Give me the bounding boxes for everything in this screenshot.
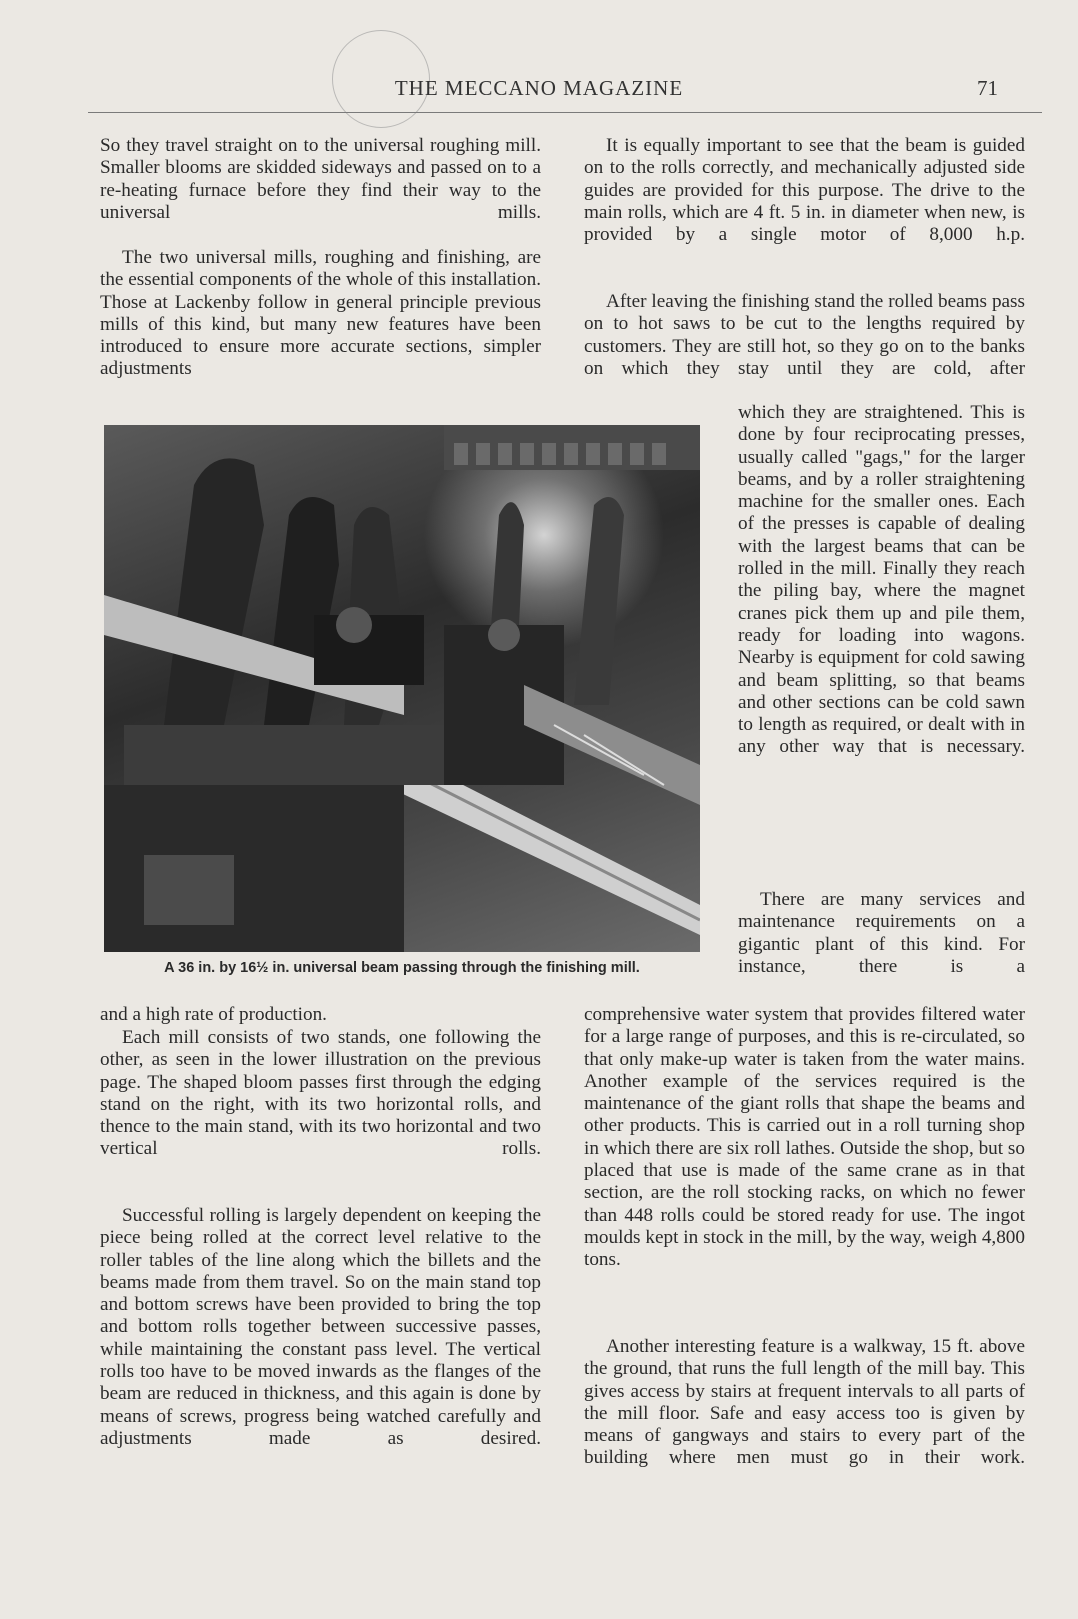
mill-photo-illustration	[104, 425, 700, 952]
figure-caption: A 36 in. by 16½ in. universal beam passing through the finishing mill.	[164, 960, 640, 976]
right-paragraph-5: comprehensive water system that provides filtered water for a large range of purposes, and this is re-circulated, so that only make-up water is taken from the water mains. Another example of the services required is the maintenance of the giant rolls that shape the beams and other products. This is carried out in a roll turning shop in which there are six roll lathes. Outside the shop, but so placed that use is made of the same crane as in that section, are the roll stocking racks, on which no fewer than 448 rolls could be stored ready for use. The ingot moulds kept in stock in the mill, by the way, weigh 4,800 tons.	[584, 1004, 1025, 1271]
left-paragraph-1: So they travel straight on to the universal roughing mill. Smaller blooms are skidded sideways and passed on to a re-heating furnace before they find their way to the universal mills.	[100, 135, 541, 223]
finishing-mill-photograph	[104, 425, 700, 952]
right-paragraph-2: After leaving the finishing stand the rolled beams pass on to hot saws to be cut to the lengths required by customers. They are still hot, so they go on to the banks on which they stay until they are cold, after	[584, 291, 1025, 379]
magazine-title: THE MECCANO MAGAZINE	[394, 76, 684, 100]
right-paragraph-4: There are many services and maintenance requirements on a gigantic plant of this kind. For instance, there is a	[738, 889, 1025, 977]
left-paragraph-4: Each mill consists of two stands, one following the other, as seen in the lower illustration on the previous page. The shaped bloom passes first through the edging stand on the right, with its two horizontal rolls, and thence to the main stand, with its two horizontal and two vertical rolls.	[100, 1027, 541, 1160]
left-paragraph-5: Successful rolling is largely dependent on keeping the piece being rolled at the correct level relative to the roller tables of the line along which the billets and the beams made from them travel. So on the main stand top and bottom screws have been provided to bring the top and bottom rolls together between successive passes, while maintaining the constant pass level. The vertical rolls too have to be moved inwards as the flanges of the beam are reduced in thickness, and this again is done by means of screws, progress being watched carefully and adjustments made as desired.	[100, 1205, 541, 1449]
right-paragraph-6: Another interesting feature is a walkway, 15 ft. above the ground, that runs the full length of the mill bay. This gives access by stairs at frequent intervals to all parts of the mill floor. Safe and easy access too is given by means of gangways and stairs to every part of the building where men must go in their work.	[584, 1336, 1025, 1469]
right-paragraph-1: It is equally important to see that the beam is guided on to the rolls correctly, and mechanically adjusted side guides are provided for this purpose. The drive to the main rolls, which are 4 ft. 5 in. in diameter when new, is provided by a single motor of 8,000 h.p.	[584, 135, 1025, 246]
page-number: 71	[977, 76, 998, 100]
left-paragraph-3: and a high rate of production.	[100, 1004, 327, 1025]
left-paragraph-2: The two universal mills, roughing and finishing, are the essential components of the whole of this installation. Those at Lackenby follow in general principle previous mills of this kind, but many new features have been introduced to ensure more accurate sections, simpler adjustments	[100, 247, 541, 380]
right-paragraph-3: which they are straightened. This is done by four reciprocating presses, usually called "gags," for the larger beams, and by a roller straightening machine for the smaller ones. Each of the presses is capable of dealing with the largest beams that can be rolled in the mill. Finally they reach the piling bay, where the magnet cranes pick them up and pile them, ready for loading into wagons. Nearby is equipment for cold sawing and beam splitting, so that beams and other sections can be cold sawn to length as required, or dealt with in any other way that is necessary.	[738, 402, 1025, 758]
header-rule	[88, 112, 1042, 113]
